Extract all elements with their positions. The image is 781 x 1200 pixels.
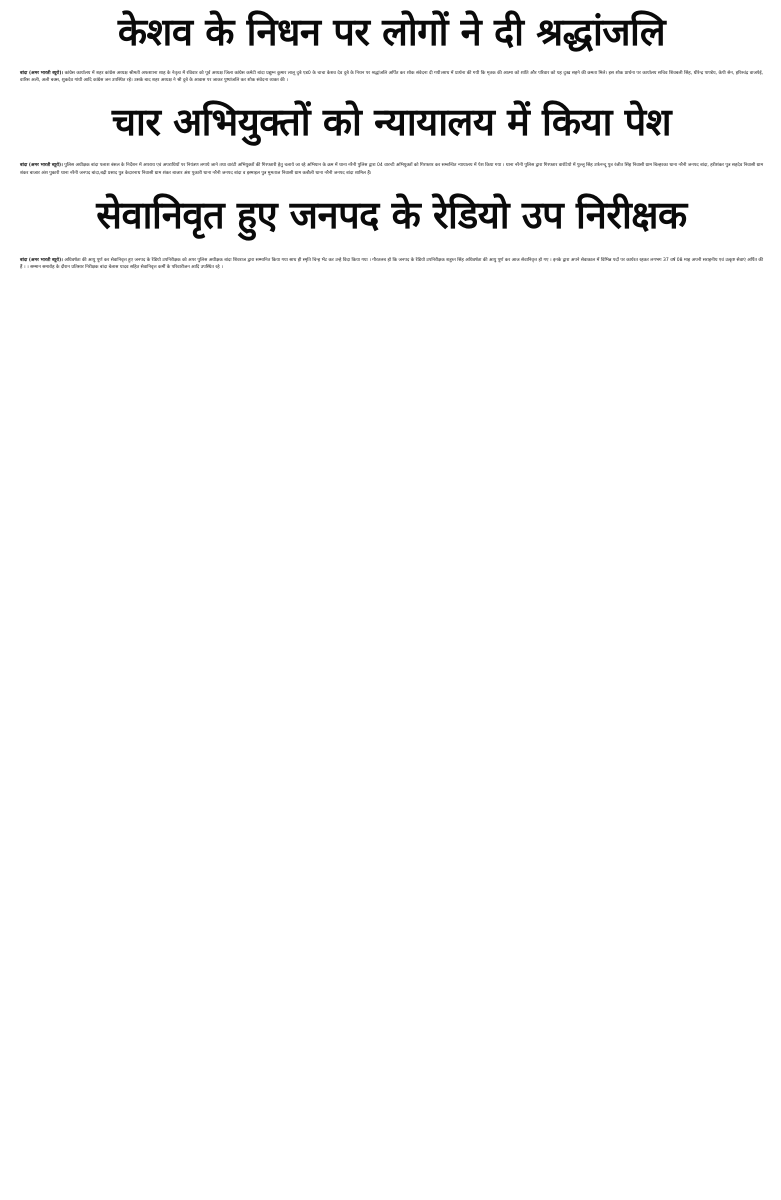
story-headline: चार अभियुक्तों को न्यायालय में किया पेश: [111, 100, 672, 145]
news-story-accused-produced: [20, 94, 763, 176]
news-story-keshav-tribute: [20, 4, 763, 84]
story-dateline: बांदा (अमर भारती ब्यूरो)।: [20, 257, 63, 263]
story-body: [20, 257, 763, 271]
story-body-text: कांग्रेस कार्यालय में शहर कांग्रेस अध्यक्ष श्रीमती अफशााना शाह के नेतृत्व में रविवार को पूर्व अध्यक्ष जिला कांग्रेस कमेटी बांदा प्रद्युम्न कुमार लालू दुबे एड0 के चाचा केशव देव दुबे के निधन पर श्रद्धांजलि अर्पित कर शोक संवेदना दी गयी।साथ में प्रार्थना की गयी कि मृतक की आत्मा को शांति और परिवार को यह दुःख सहने की छमता मिले। इस शोक प्रार्थना पर कार्यालय सचिव शिवबली सिंह, धीरेन्द्र पाण्डेय, केपी सेन, हरिश्चंद्र वाजपेई, वारिस अली, अली बक्स, शुकदेव गांधी आदि कांग्रेस जन उपस्थित रहे। उसके बाद शहर अध्यक्ष ने श्री दुबे के आवास पर जाकर पुष्पांजलि कर शोक संवेदना व्यक्त की ।: [20, 71, 763, 84]
story-headline: केशव के निधन पर लोगों ने दी श्रद्धांजलि: [117, 10, 666, 54]
story-body: [20, 70, 763, 84]
story-body: [20, 162, 763, 176]
news-story-radio-inspector-retired: [20, 187, 763, 271]
story-body-text: अधिवर्षता की आयु पूर्ण कर सेवानिवृत्त हुए जनपद के रेडियो उपनिरीक्षक को अपर पुलिस अधीक्षक बांदा शिवराज द्वारा सम्मानित किया गया साथ ही स्मृति चिन्ह भेंट कर उन्हे विदा किया गया । गौरतलब हो कि जनपद के रेडियो उपनिरीक्षक शत्रुघ्न सिंह अधिवर्षता की आयु पूर्ण कर आज सेवानिवृत्त हो गए । इनके द्वारा अपने सेवाकाल में विभिन्न पदों पर कार्यरत रहकर लगभग 37 वर्ष 08 माह अपनी सराहनीय एवं उत्कृष्ट सेवाएं अर्पित की हैं । । सम्मान समारोह के दौरान प्रतिसार निरीक्षक बांदा बेलास यादव सहित सेवानिवृत्त कर्मी के परिवारीजन आदि उपस्थित रहे ।: [20, 257, 764, 271]
story-dateline: बांदा (अमर भारती ब्यूरो)।: [20, 71, 64, 76]
story-body-text: पुलिस अधीक्षक बांदा पलाश बंसल के निर्देशन में अपराध एवं अपराधियों पर नियंत्रण लगाये जाने तथा वारंटी अभियुक्तों की गिरफ्तारी हेतु चलाये जा रहे अभियान के क्रम में थाना नरैनी पुलिस द्वारा 04 वारन्टी अभियुक्तों को गिरफ्तार कर सम्बन्धित न्यायालय में पेश किया गया । थाना नरैनी पुलिस द्वारा गिरफ्तार वारंटियो में पुल्लू सिंह उर्फनन्दू पुत्र रंजीत सिंह निवासी ग्राम बिल्हरका थाना नरैनी जनपद बांदा, हरीशंकर पुत्र सहदेव निवासी ग्राम शंकर बाजार अंश पुकारी थाना नरैनी जनपद बांदा,बद्री प्रसाद पुत्र केदारनाथ निवासी ग्राम शंकर बाजार अंश पुकारी थाना नरैनी जनपद बांदा व इस्माइल पुत्र मुमताज निवासी ग्राम कबौली थाना नरैनी जनपद बांदा शामिल हैं।: [20, 163, 764, 176]
story-dateline: बांदा (अमर भारती ब्यूरो)।: [20, 163, 63, 169]
story-headline: सेवानिवृत हुए जनपद के रेडियो उप निरीक्षक: [96, 192, 687, 237]
